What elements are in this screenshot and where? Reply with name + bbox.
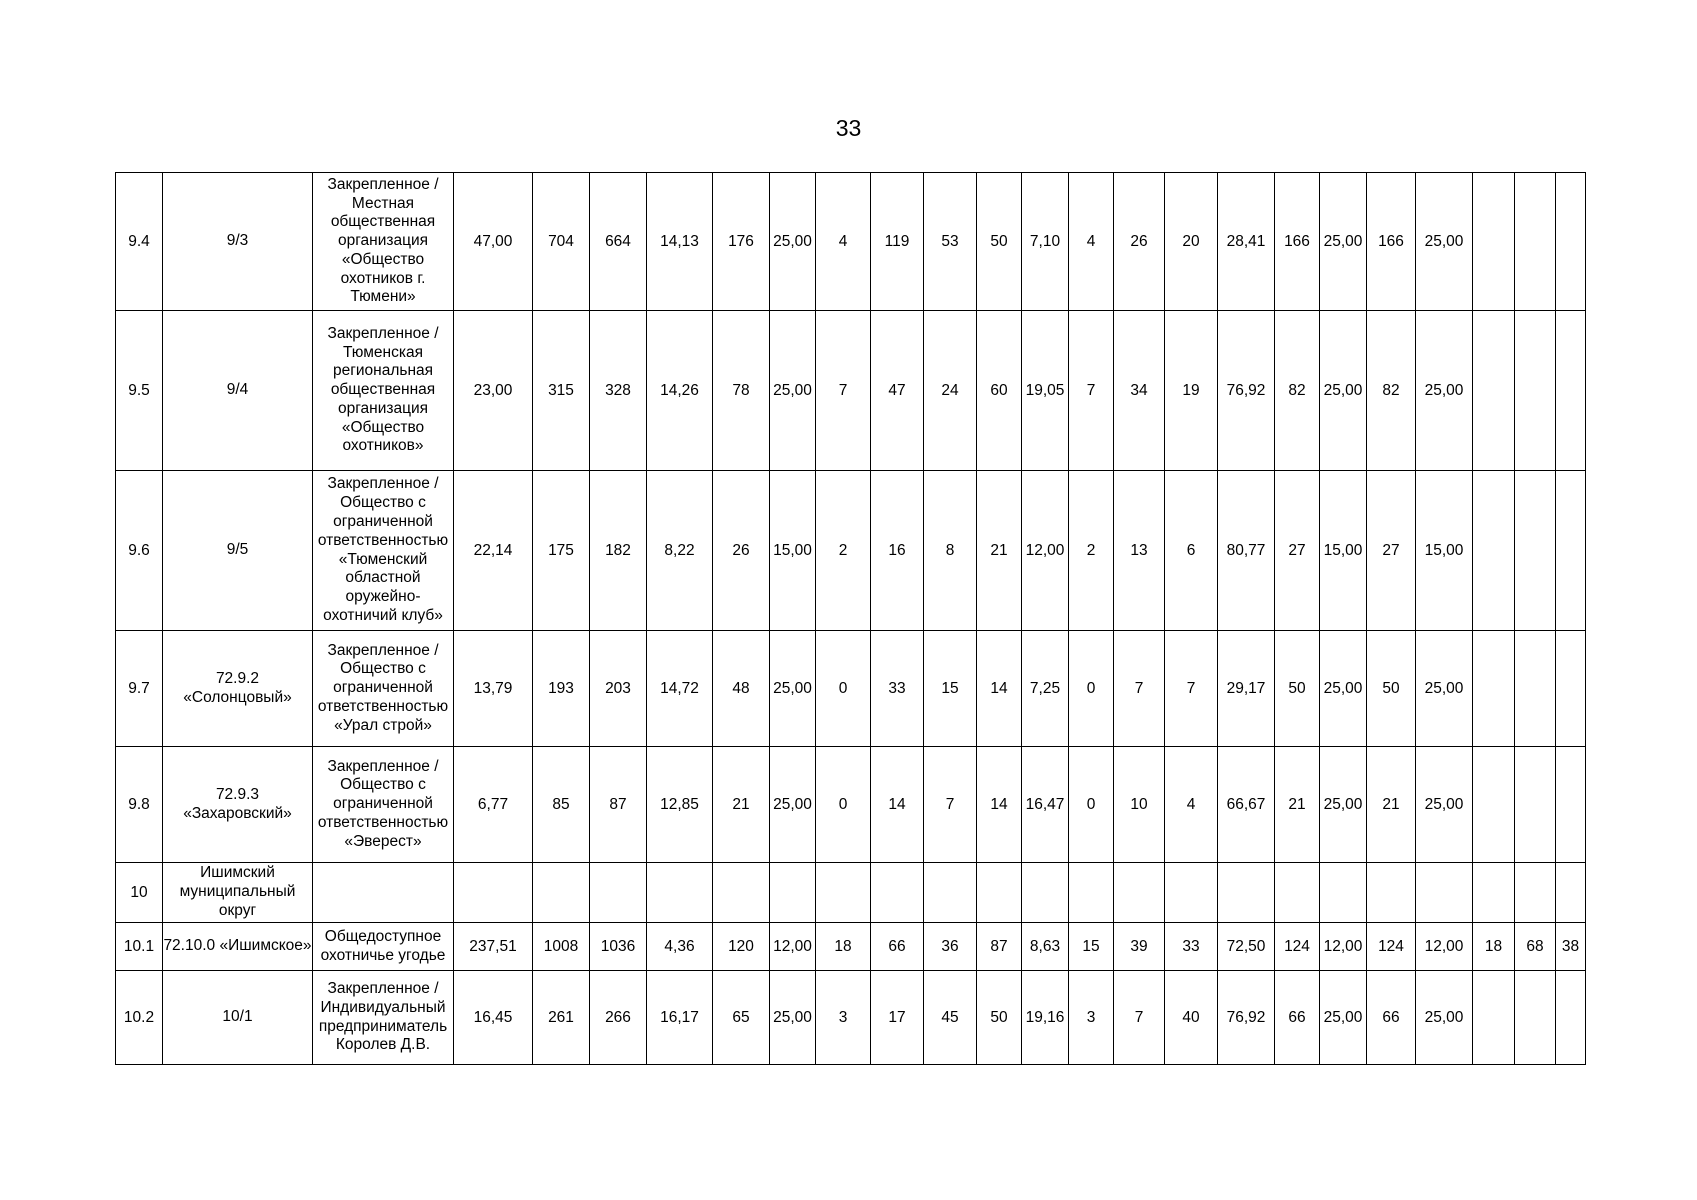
table-cell: 39 bbox=[1114, 923, 1165, 971]
table-cell: 9.4 bbox=[116, 173, 163, 311]
table-cell: 27 bbox=[1367, 471, 1416, 631]
table-cell: 78 bbox=[713, 311, 770, 471]
table-cell: 166 bbox=[1275, 173, 1320, 311]
table-cell: 47,00 bbox=[454, 173, 533, 311]
page-number: 33 bbox=[835, 115, 862, 141]
table-cell: 9/5 bbox=[163, 471, 313, 631]
table-cell: 25,00 bbox=[770, 173, 816, 311]
table-row bbox=[116, 471, 1586, 631]
table-cell: 50 bbox=[977, 971, 1022, 1065]
table-cell bbox=[1416, 863, 1473, 923]
table-cell bbox=[1473, 863, 1515, 923]
table-cell bbox=[1515, 631, 1556, 747]
table-cell: 15 bbox=[924, 631, 977, 747]
table-cell: 12,00 bbox=[770, 923, 816, 971]
table-cell: 16,17 bbox=[647, 971, 713, 1065]
table-cell: 15,00 bbox=[1416, 471, 1473, 631]
table-cell: 66 bbox=[1275, 971, 1320, 1065]
table-cell bbox=[1367, 863, 1416, 923]
table-cell: 3 bbox=[816, 971, 871, 1065]
table-cell: 21 bbox=[977, 471, 1022, 631]
table-cell: 25,00 bbox=[770, 747, 816, 863]
table-cell: 14 bbox=[871, 747, 924, 863]
table-cell: 25,00 bbox=[1416, 747, 1473, 863]
table-cell: 16,47 bbox=[1022, 747, 1069, 863]
data-table bbox=[115, 172, 1586, 1065]
table-cell: 19,16 bbox=[1022, 971, 1069, 1065]
table-cell: 7 bbox=[924, 747, 977, 863]
table-cell: 12,85 bbox=[647, 747, 713, 863]
table-cell: 25,00 bbox=[770, 311, 816, 471]
table-cell bbox=[816, 863, 871, 923]
table-cell: 50 bbox=[977, 173, 1022, 311]
table-cell: 34 bbox=[1114, 311, 1165, 471]
table-cell bbox=[1473, 631, 1515, 747]
table-cell: 15,00 bbox=[770, 471, 816, 631]
table-cell: Закрепленное / Общество с ограниченной ответственностью «Урал строй» bbox=[313, 631, 454, 747]
table-cell: 72.9.3 «Захаровский» bbox=[163, 747, 313, 863]
table-cell: 10 bbox=[1114, 747, 1165, 863]
table-cell: 25,00 bbox=[1320, 747, 1367, 863]
table-cell: 266 bbox=[590, 971, 647, 1065]
table-cell: 12,00 bbox=[1022, 471, 1069, 631]
table-cell: 15 bbox=[1069, 923, 1114, 971]
table-cell: 7,25 bbox=[1022, 631, 1069, 747]
table-cell: 14,13 bbox=[647, 173, 713, 311]
table-cell: 10.2 bbox=[116, 971, 163, 1065]
table-cell: 14,26 bbox=[647, 311, 713, 471]
table-cell: 87 bbox=[977, 923, 1022, 971]
table-cell: 16,45 bbox=[454, 971, 533, 1065]
table-cell: 1008 bbox=[533, 923, 590, 971]
table-cell: 3 bbox=[1069, 971, 1114, 1065]
table-cell: 82 bbox=[1275, 311, 1320, 471]
table-row bbox=[116, 631, 1586, 747]
table-cell: 261 bbox=[533, 971, 590, 1065]
table-cell: 25,00 bbox=[1320, 173, 1367, 311]
table-cell: 8,22 bbox=[647, 471, 713, 631]
table-cell: 1036 bbox=[590, 923, 647, 971]
table-cell: Закрепленное / Индивидуальный предприниматель Королев Д.В. bbox=[313, 971, 454, 1065]
table-cell: 182 bbox=[590, 471, 647, 631]
table-cell: 68 bbox=[1515, 923, 1556, 971]
table-cell: 328 bbox=[590, 311, 647, 471]
table-cell: 13,79 bbox=[454, 631, 533, 747]
table-cell: 10 bbox=[116, 863, 163, 923]
table-cell: 9.8 bbox=[116, 747, 163, 863]
table-cell bbox=[1320, 863, 1367, 923]
table-cell bbox=[533, 863, 590, 923]
table-cell: 36 bbox=[924, 923, 977, 971]
table-cell: 4 bbox=[1165, 747, 1218, 863]
table-cell: 18 bbox=[1473, 923, 1515, 971]
table-cell: 664 bbox=[590, 173, 647, 311]
table-cell: 14 bbox=[977, 631, 1022, 747]
table-cell: 22,14 bbox=[454, 471, 533, 631]
table-cell: 25,00 bbox=[1416, 311, 1473, 471]
table-cell: 21 bbox=[1275, 747, 1320, 863]
table-cell: 6 bbox=[1165, 471, 1218, 631]
table-cell bbox=[1473, 173, 1515, 311]
table-cell: 12,00 bbox=[1320, 923, 1367, 971]
table-cell: 60 bbox=[977, 311, 1022, 471]
table-cell: 76,92 bbox=[1218, 971, 1275, 1065]
table-cell: 25,00 bbox=[1416, 971, 1473, 1065]
table-cell bbox=[977, 863, 1022, 923]
table-cell: 18 bbox=[816, 923, 871, 971]
table-cell: 72,50 bbox=[1218, 923, 1275, 971]
table-cell: 17 bbox=[871, 971, 924, 1065]
table-cell: 19 bbox=[1165, 311, 1218, 471]
table-cell bbox=[924, 863, 977, 923]
table-cell: 85 bbox=[533, 747, 590, 863]
table-cell: 2 bbox=[1069, 471, 1114, 631]
table-cell: 23,00 bbox=[454, 311, 533, 471]
table-cell: 8,63 bbox=[1022, 923, 1069, 971]
table-cell bbox=[1556, 971, 1586, 1065]
table-row bbox=[116, 923, 1586, 971]
table-cell: 7 bbox=[1114, 971, 1165, 1065]
table-cell: 29,17 bbox=[1218, 631, 1275, 747]
table-cell: 0 bbox=[1069, 631, 1114, 747]
table-cell: 237,51 bbox=[454, 923, 533, 971]
table-cell: 25,00 bbox=[770, 971, 816, 1065]
table-cell bbox=[590, 863, 647, 923]
table-cell bbox=[1556, 173, 1586, 311]
table-cell: 119 bbox=[871, 173, 924, 311]
table-cell bbox=[454, 863, 533, 923]
table-row bbox=[116, 311, 1586, 471]
table-cell bbox=[1218, 863, 1275, 923]
table-cell: 28,41 bbox=[1218, 173, 1275, 311]
table-cell: 45 bbox=[924, 971, 977, 1065]
table-cell: Закрепленное / Тюменская региональная общественная организация «Общество охотников» bbox=[313, 311, 454, 471]
table-cell bbox=[313, 863, 454, 923]
table-row bbox=[116, 173, 1586, 311]
table-cell: 203 bbox=[590, 631, 647, 747]
table-cell: 176 bbox=[713, 173, 770, 311]
table-cell: 25,00 bbox=[1416, 173, 1473, 311]
table-cell bbox=[1275, 863, 1320, 923]
table-cell bbox=[1473, 971, 1515, 1065]
table-cell: 9.7 bbox=[116, 631, 163, 747]
table-cell: 40 bbox=[1165, 971, 1218, 1065]
table-cell: 4,36 bbox=[647, 923, 713, 971]
table-cell bbox=[1515, 863, 1556, 923]
table-cell bbox=[1515, 173, 1556, 311]
table-cell: 7 bbox=[816, 311, 871, 471]
table-cell: 65 bbox=[713, 971, 770, 1065]
table-cell: 80,77 bbox=[1218, 471, 1275, 631]
table-cell: 48 bbox=[713, 631, 770, 747]
table-cell: 87 bbox=[590, 747, 647, 863]
table-cell: Общедоступное охотничье угодье bbox=[313, 923, 454, 971]
table-cell: 76,92 bbox=[1218, 311, 1275, 471]
table-cell: 175 bbox=[533, 471, 590, 631]
table-cell: 166 bbox=[1367, 173, 1416, 311]
table-cell: 27 bbox=[1275, 471, 1320, 631]
table-cell bbox=[1515, 311, 1556, 471]
table-cell bbox=[1556, 631, 1586, 747]
table-cell: 25,00 bbox=[1320, 971, 1367, 1065]
table-cell: 14,72 bbox=[647, 631, 713, 747]
table-cell: 2 bbox=[816, 471, 871, 631]
table-cell: 10/1 bbox=[163, 971, 313, 1065]
table-cell: 704 bbox=[533, 173, 590, 311]
table-cell: Закрепленное / Общество с ограниченной ответственностью «Эверест» bbox=[313, 747, 454, 863]
table-cell: 25,00 bbox=[1320, 631, 1367, 747]
table-cell: 50 bbox=[1275, 631, 1320, 747]
table-cell: 6,77 bbox=[454, 747, 533, 863]
table-cell bbox=[1515, 471, 1556, 631]
table-row bbox=[116, 863, 1586, 923]
table-cell: 9/4 bbox=[163, 311, 313, 471]
table-cell: Закрепленное / Общество с ограниченной ответственностью «Тюменский областной оружейно-охотничий клуб» bbox=[313, 471, 454, 631]
table-cell: 13 bbox=[1114, 471, 1165, 631]
table-cell: 33 bbox=[1165, 923, 1218, 971]
table-cell: 315 bbox=[533, 311, 590, 471]
table-cell: 66 bbox=[1367, 971, 1416, 1065]
table-cell: 9.5 bbox=[116, 311, 163, 471]
table-cell: 21 bbox=[713, 747, 770, 863]
table-cell: 7,10 bbox=[1022, 173, 1069, 311]
table-cell: Закрепленное / Местная общественная организация «Общество охотников г. Тюмени» bbox=[313, 173, 454, 311]
table-cell bbox=[1556, 747, 1586, 863]
table-cell: Ишимский муниципальный округ bbox=[163, 863, 313, 923]
table-cell: 10.1 bbox=[116, 923, 163, 971]
table-cell: 24 bbox=[924, 311, 977, 471]
table-cell: 19,05 bbox=[1022, 311, 1069, 471]
table-cell: 66,67 bbox=[1218, 747, 1275, 863]
table-cell bbox=[1473, 471, 1515, 631]
table-cell: 7 bbox=[1069, 311, 1114, 471]
table-cell: 16 bbox=[871, 471, 924, 631]
table-cell bbox=[770, 863, 816, 923]
table-cell: 9/3 bbox=[163, 173, 313, 311]
table-cell bbox=[1022, 863, 1069, 923]
table-cell bbox=[1069, 863, 1114, 923]
table-cell: 53 bbox=[924, 173, 977, 311]
table-cell bbox=[1114, 863, 1165, 923]
table-cell: 66 bbox=[871, 923, 924, 971]
table-cell bbox=[1515, 747, 1556, 863]
table-cell: 7 bbox=[1165, 631, 1218, 747]
table-cell bbox=[1165, 863, 1218, 923]
table-cell bbox=[1473, 311, 1515, 471]
table-cell: 72.10.0 «Ишимское» bbox=[163, 923, 313, 971]
table-cell: 193 bbox=[533, 631, 590, 747]
table-cell: 82 bbox=[1367, 311, 1416, 471]
table-cell: 21 bbox=[1367, 747, 1416, 863]
table-row bbox=[116, 971, 1586, 1065]
table-cell: 38 bbox=[1556, 923, 1586, 971]
table-cell bbox=[1556, 863, 1586, 923]
table-cell: 9.6 bbox=[116, 471, 163, 631]
table-cell: 25,00 bbox=[1320, 311, 1367, 471]
table-cell: 20 bbox=[1165, 173, 1218, 311]
table-cell bbox=[871, 863, 924, 923]
table-cell: 72.9.2 «Солонцовый» bbox=[163, 631, 313, 747]
table-cell: 15,00 bbox=[1320, 471, 1367, 631]
table-cell: 8 bbox=[924, 471, 977, 631]
table-cell bbox=[1556, 471, 1586, 631]
table-cell: 26 bbox=[1114, 173, 1165, 311]
table-cell: 0 bbox=[816, 747, 871, 863]
table-cell: 0 bbox=[1069, 747, 1114, 863]
table-cell: 4 bbox=[1069, 173, 1114, 311]
table-cell: 124 bbox=[1275, 923, 1320, 971]
table-cell bbox=[1556, 311, 1586, 471]
table-cell: 33 bbox=[871, 631, 924, 747]
table-cell: 25,00 bbox=[770, 631, 816, 747]
table-cell: 50 bbox=[1367, 631, 1416, 747]
table-cell: 4 bbox=[816, 173, 871, 311]
table-cell: 12,00 bbox=[1416, 923, 1473, 971]
table-cell bbox=[647, 863, 713, 923]
table-cell: 25,00 bbox=[1416, 631, 1473, 747]
table-cell bbox=[1515, 971, 1556, 1065]
table-cell: 26 bbox=[713, 471, 770, 631]
table-cell: 47 bbox=[871, 311, 924, 471]
table-cell bbox=[1473, 747, 1515, 863]
table-cell bbox=[713, 863, 770, 923]
table-cell: 124 bbox=[1367, 923, 1416, 971]
table-cell: 14 bbox=[977, 747, 1022, 863]
table-cell: 7 bbox=[1114, 631, 1165, 747]
table-cell: 0 bbox=[816, 631, 871, 747]
table-cell: 120 bbox=[713, 923, 770, 971]
table-body bbox=[116, 173, 1586, 1065]
table-row bbox=[116, 747, 1586, 863]
